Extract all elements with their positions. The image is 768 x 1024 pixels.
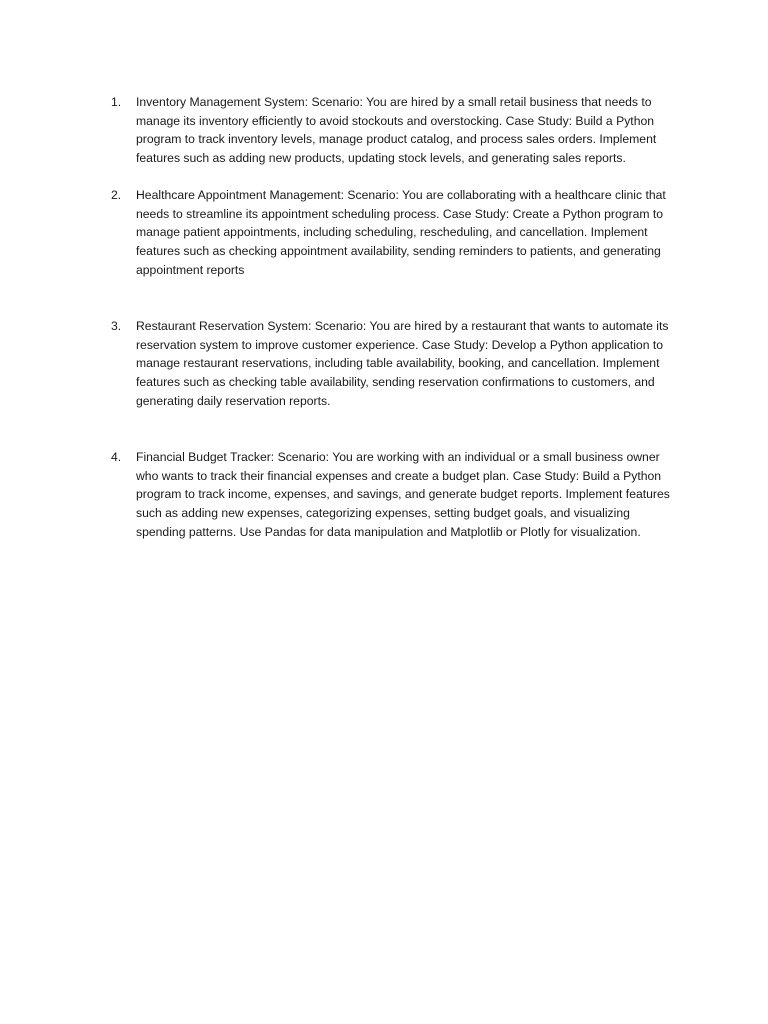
list-item-text: Inventory Management System: Scenario: You are hired by a small retail business that needs to manage its inventory efficiently to avoid stockouts and overstocking. Case Study: Build a Python program to track inventory levels, manage product catalog, and process sales orders. Implement features such as adding new products, updating stock levels, and generating sales reports. <box>136 95 657 166</box>
list-item-text: Restaurant Reservation System: Scenario: You are hired by a restaurant that wants to automate its reservation system to improve customer experience. Case Study: Develop a Python application to manage restaurant reservations, including table availability, booking, and cancellation. Implement features such as checking table availability, sending reservation confirmations to customers, and generating daily reservation reports. <box>136 319 669 408</box>
list-item-text: Financial Budget Tracker: Scenario: You are working with an individual or a small business owner who wants to track their financial expenses and create a budget plan. Case Study: Build a Python program to track income, expenses, and savings, and generate budget reports. Implement features such as adding new expenses, categorizing expenses, setting budget goals, and visualizing spending patterns. Use Pandas for data manipulation and Matplotlib or Plotly for visualization. <box>136 450 670 539</box>
list-item-number: 3. <box>111 319 122 333</box>
list-item-number: 2. <box>111 188 122 202</box>
list-item-number: 4. <box>111 450 122 464</box>
list-item-number: 1. <box>111 95 122 109</box>
list-item-text: Healthcare Appointment Management: Scenario: You are collaborating with a healthcare clinic that needs to streamline its appointment scheduling process. Case Study: Create a Python program to manage patient appointments, including scheduling, rescheduling, and cancellation. Implement features such as checking appointment availability, sending reminders to patients, and generating appointment reports <box>136 188 666 277</box>
